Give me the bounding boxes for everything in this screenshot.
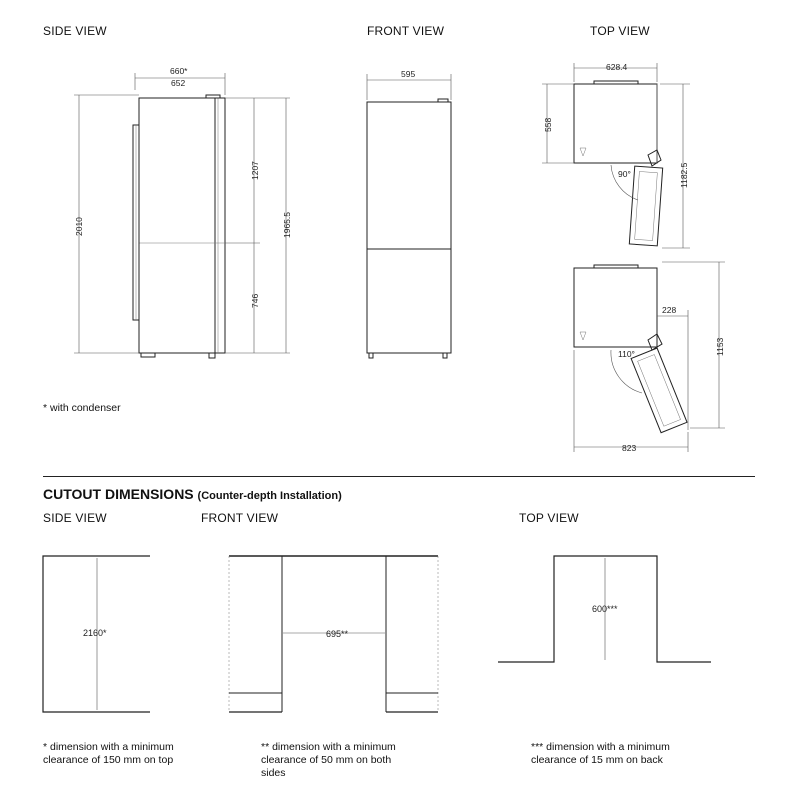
cutout-top-heading: TOP VIEW [519, 511, 579, 525]
cutout-front-footnote-line3: sides [261, 767, 286, 779]
top-110-offset-label: 228 [662, 305, 677, 315]
front-view-heading: FRONT VIEW [367, 24, 445, 38]
side-height-label: 2010 [74, 217, 84, 236]
side-lower-label: 746 [250, 293, 260, 308]
cutout-top-footnote [531, 741, 670, 767]
cutout-side-footnote-line1: * dimension with a minimum [43, 741, 174, 753]
top-110-length-label: 1153 [715, 337, 725, 356]
top-width-label: 628.4 [606, 62, 628, 72]
front-width-label: 595 [401, 69, 416, 79]
cutout-top-footnote-line1: *** dimension with a minimum [531, 741, 670, 753]
side-body-height-label: 1965.5 [282, 212, 292, 238]
top-view-heading: TOP VIEW [590, 24, 650, 38]
section-divider [43, 476, 755, 477]
cutout-title: CUTOUT DIMENSIONS [43, 486, 194, 502]
top-110-width-label: 823 [622, 443, 637, 453]
cutout-front-footnote-line1: ** dimension with a minimum [261, 741, 396, 753]
cutout-side-footnote-line2: clearance of 150 mm on top [43, 754, 174, 766]
cutout-subtitle: (Counter-depth Installation) [197, 490, 342, 502]
side-view-heading: SIDE VIEW [43, 24, 107, 38]
cutout-front-footnote [261, 741, 396, 780]
cutout-front-drawing [229, 556, 438, 712]
top-90-length-label: 1182.5 [679, 162, 689, 188]
cutout-depth-label: 600*** [592, 604, 618, 614]
cutout-side-footnote [43, 741, 174, 767]
cutout-width-label: 695** [326, 629, 349, 639]
cutout-side-drawing [43, 556, 150, 712]
cutout-height-label: 2160* [83, 628, 107, 638]
top-view-110-drawing [574, 262, 725, 453]
cutout-front-footnote-line2: clearance of 50 mm on both [261, 754, 392, 766]
cutout-section-title [43, 486, 342, 502]
cutout-top-footnote-line2: clearance of 15 mm on back [531, 754, 663, 766]
cutout-top-drawing [498, 556, 711, 662]
side-depth-label: 652 [171, 78, 186, 88]
top-depth-label: 558 [543, 117, 553, 132]
condenser-note: * with condenser [43, 402, 121, 414]
top-view-90-drawing [542, 62, 690, 248]
cutout-front-heading: FRONT VIEW [201, 511, 279, 525]
side-depth-condenser-label: 660* [170, 66, 188, 76]
side-upper-label: 1207 [250, 161, 260, 180]
front-view-drawing [367, 69, 451, 358]
side-view-drawing [74, 66, 292, 358]
cutout-side-heading: SIDE VIEW [43, 511, 107, 525]
top-90-angle-label: 90° [618, 169, 631, 179]
top-110-angle-label: 110° [618, 349, 635, 359]
